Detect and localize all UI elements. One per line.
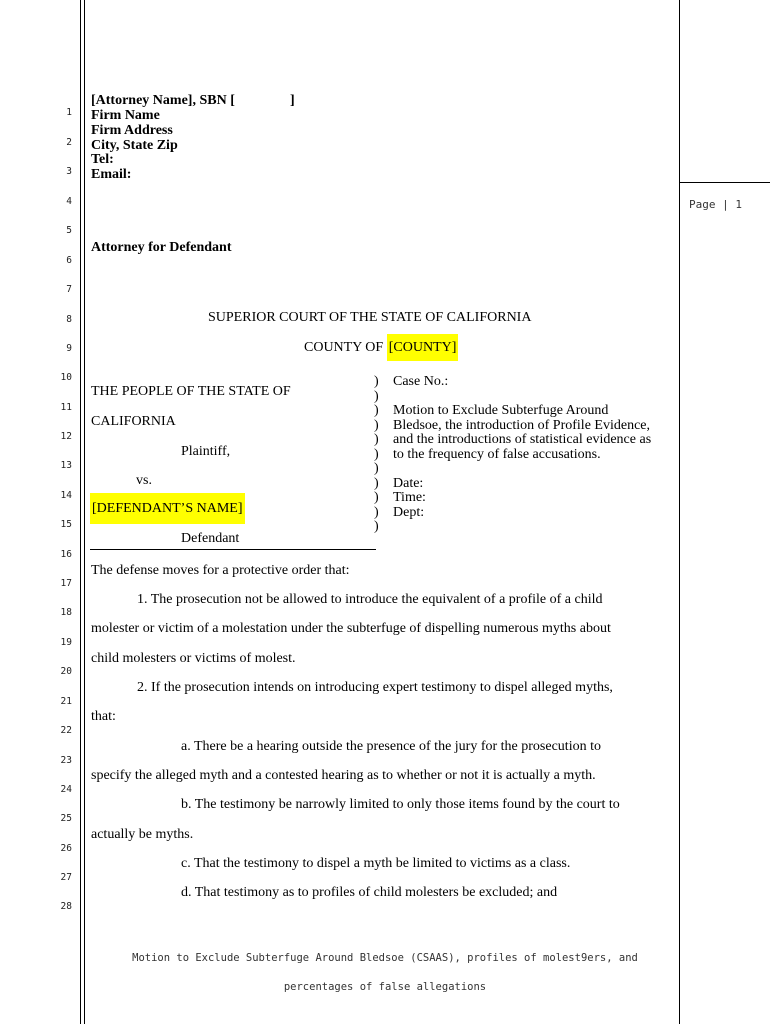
line-number: 17 (60, 578, 72, 589)
attorney-name: [Attorney Name], SBN [ (91, 93, 235, 108)
item-2-line-1: 2. If the prosecution intends on introducing expert testimony to dispel alleged myths, (137, 680, 613, 695)
page-number: Page | 1 (689, 198, 742, 211)
subitem-c-line-1: c. That the testimony to dispel a myth be limited to victims as a class. (181, 856, 571, 871)
case-number-label: Case No.: (393, 374, 449, 389)
motion-title-line-1: Motion to Exclude Subterfuge Around (393, 403, 609, 418)
hearing-date-label: Date: (393, 476, 424, 491)
line-number: 4 (66, 196, 72, 207)
subitem-b-line-2: actually be myths. (91, 827, 194, 842)
line-number: 2 (66, 137, 72, 148)
paren: ) (374, 403, 379, 418)
hearing-time-label: Time: (393, 490, 426, 505)
paren: ) (374, 476, 379, 491)
line-number: 12 (60, 431, 72, 442)
paren: ) (374, 519, 379, 534)
paren: ) (374, 418, 379, 433)
line-number: 19 (60, 637, 72, 648)
left-margin-rule-inner (84, 0, 85, 1024)
line-number: 7 (66, 284, 72, 295)
caption-underline (90, 549, 376, 550)
email: Email: (91, 167, 132, 182)
defendant-name-placeholder: [DEFENDANT’S NAME] (90, 493, 245, 524)
paren: ) (374, 505, 379, 520)
left-margin-rule-outer (80, 0, 81, 1024)
telephone: Tel: (91, 152, 114, 167)
firm-name: Firm Name (91, 108, 160, 123)
motion-title-line-4: to the frequency of false accusations. (393, 447, 601, 462)
county-line (304, 340, 458, 355)
defendant-label: Defendant (181, 531, 240, 546)
line-number: 5 (66, 225, 72, 236)
line-number: 14 (60, 490, 72, 501)
motion-title-line-2: Bledsoe, the introduction of Profile Evidence, (393, 418, 650, 433)
motion-title-line-3: and the introductions of statistical evidence as (393, 432, 652, 447)
line-number: 28 (60, 901, 72, 912)
line-number: 6 (66, 255, 72, 266)
line-number: 20 (60, 666, 72, 677)
county-prefix: COUNTY OF (304, 340, 384, 355)
county-placeholder: [COUNTY] (387, 334, 459, 361)
line-number: 13 (60, 460, 72, 471)
paren: ) (374, 447, 379, 462)
line-number: 21 (60, 696, 72, 707)
subitem-a-line-1: a. There be a hearing outside the presence of the jury for the prosecution to (181, 739, 601, 754)
line-number: 11 (60, 402, 72, 413)
line-number: 22 (60, 725, 72, 736)
city-state-zip: City, State Zip (91, 138, 178, 153)
paren: ) (374, 374, 379, 389)
right-margin-rule (679, 0, 680, 1024)
paren: ) (374, 432, 379, 447)
line-number: 24 (60, 784, 72, 795)
item-1-line-1: 1. The prosecution not be allowed to introduce the equivalent of a profile of a child (137, 592, 603, 607)
page-header-rule (680, 182, 770, 183)
firm-address: Firm Address (91, 123, 173, 138)
vs-label: vs. (136, 473, 152, 488)
hearing-dept-label: Dept: (393, 505, 425, 520)
footer-line-1: Motion to Exclude Subterfuge Around Bledsoe (CSAAS), profiles of molest9ers, and (132, 952, 638, 964)
paren: ) (374, 461, 379, 476)
item-1-line-3: child molesters or victims of molest. (91, 651, 296, 666)
item-1-line-2: molester or victim of a molestation under the subterfuge of dispelling numerous myths about (91, 621, 611, 636)
subitem-a-line-2: specify the alleged myth and a contested hearing as to whether or not it is actually a myth. (91, 768, 596, 783)
line-number: 9 (66, 343, 72, 354)
attorney-for: Attorney for Defendant (91, 240, 232, 255)
line-number: 8 (66, 314, 72, 325)
plaintiff-label: Plaintiff, (181, 444, 231, 459)
people-line-2: CALIFORNIA (91, 414, 176, 429)
paren: ) (374, 389, 379, 404)
line-number: 23 (60, 755, 72, 766)
line-number: 27 (60, 872, 72, 883)
line-number: 10 (60, 372, 72, 383)
subitem-d-line-1: d. That testimony as to profiles of child molesters be excluded; and (181, 885, 558, 900)
people-line-1: THE PEOPLE OF THE STATE OF (91, 384, 291, 399)
line-number: 26 (60, 843, 72, 854)
line-number: 3 (66, 166, 72, 177)
line-number: 1 (66, 107, 72, 118)
line-number: 25 (60, 813, 72, 824)
footer-line-2: percentages of false allegations (283, 981, 487, 993)
line-number: 16 (60, 549, 72, 560)
paren: ) (374, 490, 379, 505)
intro-paragraph: The defense moves for a protective order that: (91, 563, 350, 578)
sbn-bracket-close: ] (290, 93, 295, 108)
subitem-b-line-1: b. The testimony be narrowly limited to only those items found by the court to (181, 797, 620, 812)
court-name: SUPERIOR COURT OF THE STATE OF CALIFORNIA (208, 310, 532, 325)
line-number: 18 (60, 607, 72, 618)
line-number: 15 (60, 519, 72, 530)
item-2-line-2: that: (91, 709, 116, 724)
